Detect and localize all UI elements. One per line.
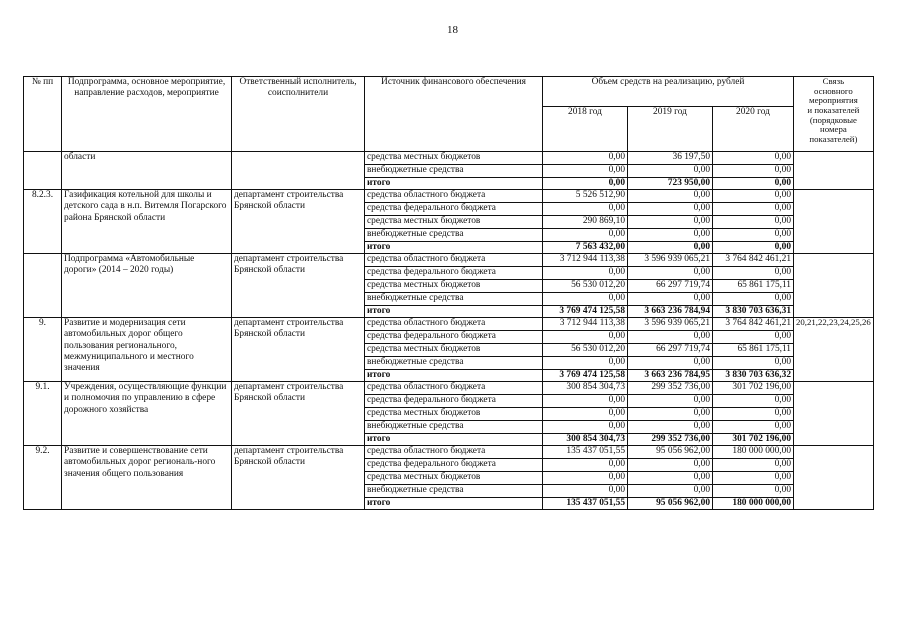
amount-2020: 0,00	[713, 228, 794, 241]
amount-2018: 3 769 474 125,58	[543, 305, 628, 318]
header-executor: Ответственный исполнитель, соисполнители	[232, 77, 365, 152]
funding-source: средства местных бюджетов	[365, 279, 543, 292]
amount-2020: 301 702 196,00	[713, 382, 794, 395]
amount-2019: 0,00	[628, 484, 713, 497]
amount-2018: 0,00	[543, 471, 628, 484]
header-year-2019: 2019 год	[628, 107, 713, 152]
header-program: Подпрограмма, основное мероприятие, направление расходов, мероприятие	[62, 77, 232, 152]
header-volume: Объем средств на реализацию, рублей	[543, 77, 794, 107]
header-source: Источник финансового обеспечения	[365, 77, 543, 152]
amount-2018: 0,00	[543, 164, 628, 177]
funding-source: итого	[365, 497, 543, 510]
amount-2018: 0,00	[543, 420, 628, 433]
table-row	[24, 446, 874, 459]
funding-source: итого	[365, 369, 543, 382]
amount-2018: 135 437 051,55	[543, 497, 628, 510]
amount-2020: 0,00	[713, 190, 794, 203]
funding-source: итого	[365, 305, 543, 318]
table-row	[24, 318, 874, 331]
amount-2020: 0,00	[713, 164, 794, 177]
item-relation	[794, 382, 874, 446]
amount-2019: 0,00	[628, 331, 713, 344]
funding-source: внебюджетные средства	[365, 228, 543, 241]
item-number	[24, 152, 62, 190]
amount-2018: 7 563 432,00	[543, 241, 628, 254]
amount-2019: 0,00	[628, 164, 713, 177]
funding-source: средства областного бюджета	[365, 254, 543, 267]
financing-table	[23, 76, 874, 510]
amount-2020: 0,00	[713, 459, 794, 472]
funding-source: итого	[365, 433, 543, 446]
page-number: 18	[447, 24, 458, 36]
amount-2018: 3 712 944 113,38	[543, 318, 628, 331]
amount-2019: 0,00	[628, 471, 713, 484]
amount-2019: 36 197,50	[628, 152, 713, 165]
item-name: Учреждения, осуществляющие функции и полномочия по управлению в сфере дорожного хозяйства	[62, 382, 232, 446]
amount-2018: 0,00	[543, 459, 628, 472]
amount-2018: 5 526 512,90	[543, 190, 628, 203]
amount-2020: 0,00	[713, 395, 794, 408]
header-year-2020: 2020 год	[713, 107, 794, 152]
item-executor: департамент строительства Брянской области	[232, 318, 365, 382]
amount-2019: 66 297 719,74	[628, 343, 713, 356]
funding-source: средства местных бюджетов	[365, 215, 543, 228]
amount-2019: 299 352 736,00	[628, 382, 713, 395]
funding-source: внебюджетные средства	[365, 356, 543, 369]
funding-source: средства местных бюджетов	[365, 152, 543, 165]
amount-2020: 3 830 703 636,32	[713, 369, 794, 382]
item-executor	[232, 152, 365, 190]
amount-2019: 95 056 962,00	[628, 497, 713, 510]
item-relation	[794, 446, 874, 510]
funding-source: средства федерального бюджета	[365, 267, 543, 280]
amount-2019: 0,00	[628, 459, 713, 472]
amount-2019: 0,00	[628, 190, 713, 203]
amount-2019: 0,00	[628, 203, 713, 216]
table-row	[24, 382, 874, 395]
item-name: Развитие и совершенствование сети автомобильных дорог региональ-ного значения общего пользования	[62, 446, 232, 510]
funding-source: средства федерального бюджета	[365, 395, 543, 408]
header-relation	[794, 77, 874, 152]
item-number: 8.2.3.	[24, 190, 62, 254]
amount-2018: 0,00	[543, 395, 628, 408]
item-relation	[794, 190, 874, 254]
header-relation-line: основного	[814, 85, 853, 96]
funding-source: средства местных бюджетов	[365, 343, 543, 356]
amount-2020: 0,00	[713, 420, 794, 433]
amount-2019: 3 596 939 065,21	[628, 318, 713, 331]
item-relation	[794, 152, 874, 190]
table-row	[24, 254, 874, 267]
amount-2020: 0,00	[713, 407, 794, 420]
amount-2020: 0,00	[713, 215, 794, 228]
amount-2018: 0,00	[543, 484, 628, 497]
amount-2020: 0,00	[713, 471, 794, 484]
funding-source: средства федерального бюджета	[365, 459, 543, 472]
amount-2019: 0,00	[628, 228, 713, 241]
amount-2020: 3 764 842 461,21	[713, 318, 794, 331]
amount-2020: 0,00	[713, 484, 794, 497]
amount-2019: 299 352 736,00	[628, 433, 713, 446]
funding-source: средства областного бюджета	[365, 382, 543, 395]
amount-2018: 0,00	[543, 292, 628, 305]
item-name: Подпрограмма «Автомобильные дороги» (2014 – 2020 годы)	[62, 254, 232, 318]
amount-2018: 0,00	[543, 203, 628, 216]
header-relation-line: и показателей	[807, 105, 860, 116]
header-relation-line: (порядковые	[809, 114, 857, 125]
funding-source: средства местных бюджетов	[365, 471, 543, 484]
item-executor: департамент строительства Брянской области	[232, 446, 365, 510]
header-relation-line: номера	[820, 124, 847, 135]
table-row	[24, 190, 874, 203]
item-number: 9.	[24, 318, 62, 382]
table-body	[24, 152, 874, 510]
funding-source: средства федерального бюджета	[365, 331, 543, 344]
amount-2020: 301 702 196,00	[713, 433, 794, 446]
amount-2018: 56 530 012,20	[543, 343, 628, 356]
amount-2020: 180 000 000,00	[713, 446, 794, 459]
amount-2020: 65 861 175,11	[713, 343, 794, 356]
amount-2020: 65 861 175,11	[713, 279, 794, 292]
amount-2019: 0,00	[628, 395, 713, 408]
amount-2020: 0,00	[713, 292, 794, 305]
amount-2019: 723 950,00	[628, 177, 713, 190]
item-number	[24, 254, 62, 318]
amount-2018: 0,00	[543, 407, 628, 420]
header-year-2018: 2018 год	[543, 107, 628, 152]
amount-2018: 0,00	[543, 228, 628, 241]
amount-2018: 3 712 944 113,38	[543, 254, 628, 267]
amount-2019: 0,00	[628, 356, 713, 369]
item-relation	[794, 254, 874, 318]
amount-2020: 180 000 000,00	[713, 497, 794, 510]
amount-2019: 0,00	[628, 292, 713, 305]
item-number: 9.2.	[24, 446, 62, 510]
amount-2019: 95 056 962,00	[628, 446, 713, 459]
amount-2018: 290 869,10	[543, 215, 628, 228]
header-relation-line: показателей)	[809, 134, 858, 145]
item-executor: департамент строительства Брянской области	[232, 190, 365, 254]
funding-source: средства местных бюджетов	[365, 407, 543, 420]
funding-source: средства областного бюджета	[365, 318, 543, 331]
item-name: Развитие и модернизация сети автомобильных дорог общего пользования регионального, межмуниципального и местного значения	[62, 318, 232, 382]
item-executor: департамент строительства Брянской области	[232, 382, 365, 446]
header-relation-line: Связь	[822, 76, 845, 86]
amount-2018: 300 854 304,73	[543, 382, 628, 395]
item-executor: департамент строительства Брянской области	[232, 254, 365, 318]
amount-2020: 0,00	[713, 356, 794, 369]
amount-2019: 66 297 719,74	[628, 279, 713, 292]
amount-2018: 0,00	[543, 331, 628, 344]
amount-2018: 0,00	[543, 152, 628, 165]
funding-source: итого	[365, 177, 543, 190]
amount-2019: 3 663 236 784,94	[628, 305, 713, 318]
funding-source: внебюджетные средства	[365, 484, 543, 497]
amount-2019: 0,00	[628, 420, 713, 433]
amount-2018: 0,00	[543, 356, 628, 369]
funding-source: средства федерального бюджета	[365, 203, 543, 216]
item-name: области	[62, 152, 232, 190]
amount-2020: 0,00	[713, 152, 794, 165]
funding-source: средства областного бюджета	[365, 446, 543, 459]
amount-2020: 0,00	[713, 177, 794, 190]
amount-2020: 0,00	[713, 203, 794, 216]
funding-source: внебюджетные средства	[365, 420, 543, 433]
amount-2019: 0,00	[628, 267, 713, 280]
item-name: Газификация котельной для школы и детского сада в н.п. Витемля Погарского района Брянской области	[62, 190, 232, 254]
amount-2020: 0,00	[713, 331, 794, 344]
item-number: 9.1.	[24, 382, 62, 446]
header-num: № пп	[24, 77, 62, 152]
amount-2020: 0,00	[713, 267, 794, 280]
amount-2020: 3 830 703 636,31	[713, 305, 794, 318]
amount-2019: 0,00	[628, 407, 713, 420]
funding-source: внебюджетные средства	[365, 292, 543, 305]
funding-source: внебюджетные средства	[365, 164, 543, 177]
amount-2019: 3 663 236 784,95	[628, 369, 713, 382]
amount-2018: 0,00	[543, 177, 628, 190]
amount-2018: 300 854 304,73	[543, 433, 628, 446]
amount-2018: 3 769 474 125,58	[543, 369, 628, 382]
amount-2018: 56 530 012,20	[543, 279, 628, 292]
amount-2018: 0,00	[543, 267, 628, 280]
amount-2019: 0,00	[628, 241, 713, 254]
amount-2018: 135 437 051,55	[543, 446, 628, 459]
table-row	[24, 152, 874, 165]
funding-source: средства областного бюджета	[365, 190, 543, 203]
item-relation: 20,21,22,23,24,25,26	[794, 318, 874, 382]
amount-2019: 0,00	[628, 215, 713, 228]
header-relation-line: мероприятия	[809, 95, 858, 106]
amount-2019: 3 596 939 065,21	[628, 254, 713, 267]
amount-2020: 0,00	[713, 241, 794, 254]
funding-source: итого	[365, 241, 543, 254]
amount-2020: 3 764 842 461,21	[713, 254, 794, 267]
